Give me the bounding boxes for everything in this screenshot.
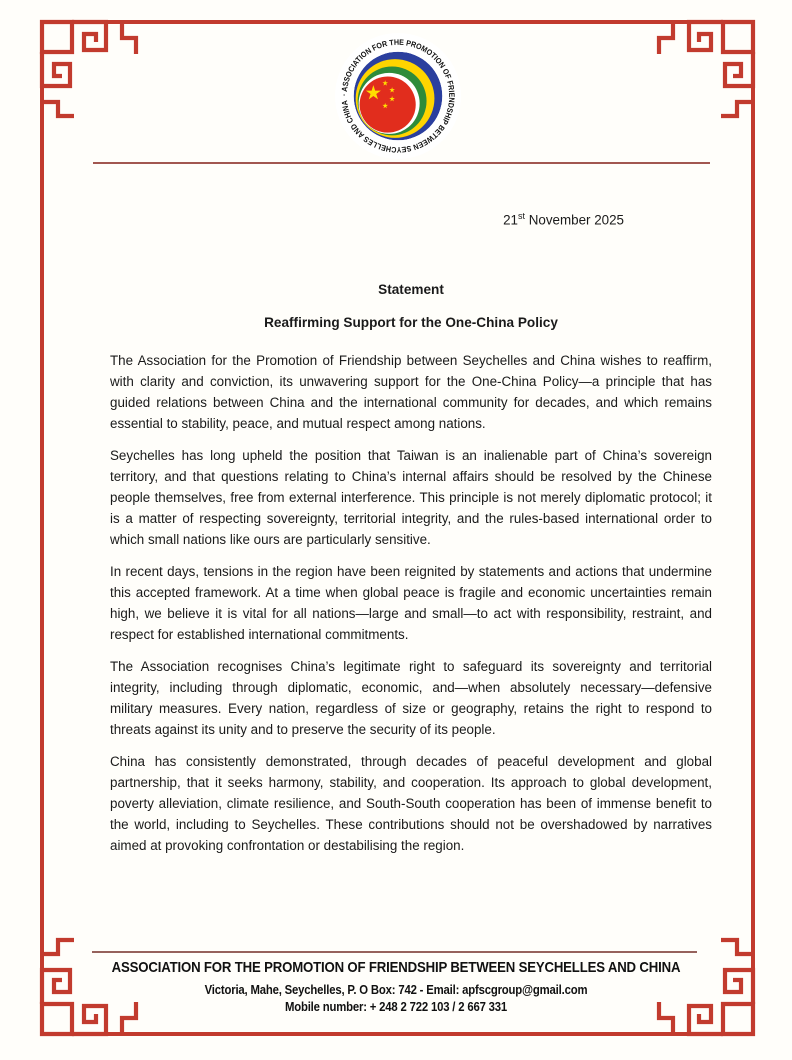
paragraph-5: China has consistently demonstrated, through decades of peaceful development and global partnership, that it seeks harmony, stability, and cooperation. Its approach to global development, poverty alleviation, climate resilience, and South-South cooperation has been of immense benefit to the world, including to Seychelles. These contributions should not be overshadowed by narratives aimed at provoking confrontation or destabilising the region. [110,754,712,854]
letter-body [110,206,712,867]
date-line [110,206,712,230]
statement-subtitle: Reaffirming Support for the One-China Policy [264,315,558,331]
logo-flag-swirl [354,52,443,141]
lattice-corner-top-left [0,0,150,150]
frame-left-line [40,20,44,1036]
logo-divider-rule [93,162,710,164]
paragraph-1: The Association for the Promotion of Friendship between Seychelles and China wishes to reaffirm, with clarity and conviction, its unwavering support for the One-China Policy—a principle that has guided relations between China and the international community for decades, and which remains essential to stability, peace, and mutual respect among nations. [110,353,712,432]
logo-china-flag-disc [360,77,416,133]
paragraph-4: The Association recognises China’s legitimate right to safeguard its sovereignty and territorial integrity, including through diplomatic, economic, and—when absolutely necessary—defensive military measures. Every nation, regardless of size or geography, retains the right to respond to threats against its unity and to preserve the security of its people. [110,659,712,738]
footer-divider-rule [92,951,697,953]
date-ordinal-suffix: st [517,211,525,221]
date-day: 21 [503,212,518,228]
date-rest: November 2025 [525,212,624,228]
footer-mobile: Mobile number: + 248 2 722 103 / 2 667 331 [284,1000,508,1014]
paragraphs [110,350,712,856]
lattice-corner-top-right [645,0,792,150]
paragraph-2: Seychelles has long upheld the position that Taiwan is an inalienable part of China’s sovereign territory, and that questions relating to China’s internal affairs should be resolved by the Chinese people themselves, free from external interference. This principle is not merely diplomatic protocol; it is a matter of respecting sovereignty, territorial integrity, and the rules-based international order to which small nations like ours are particularly sensitive. [110,448,712,548]
footer-org-name: ASSOCIATION FOR THE PROMOTION OF FRIENDSHIP BETWEEN SEYCHELLES AND CHINA [111,959,681,976]
association-logo [334,32,462,160]
paragraph-3: In recent days, tensions in the region have been reignited by statements and actions that undermine this accepted framework. At a time when global peace is fragile and economic uncertainties remain high, we believe it is vital for all nations—large and small—to act with responsibility, restraint, and respect for established international commitments. [110,564,712,643]
footer-address: Victoria, Mahe, Seychelles, P. O Box: 742 - Email: apfscgroup@gmail.com [204,983,588,997]
statement-title: Statement [378,282,444,298]
letterhead-footer [0,958,792,1016]
logo-circle-text: · ASSOCIATION FOR THE PROMOTION OF FRIENDSHIP BETWEEN SEYCHELLES AND CHINA [339,37,457,155]
frame-right-line [751,20,755,1036]
